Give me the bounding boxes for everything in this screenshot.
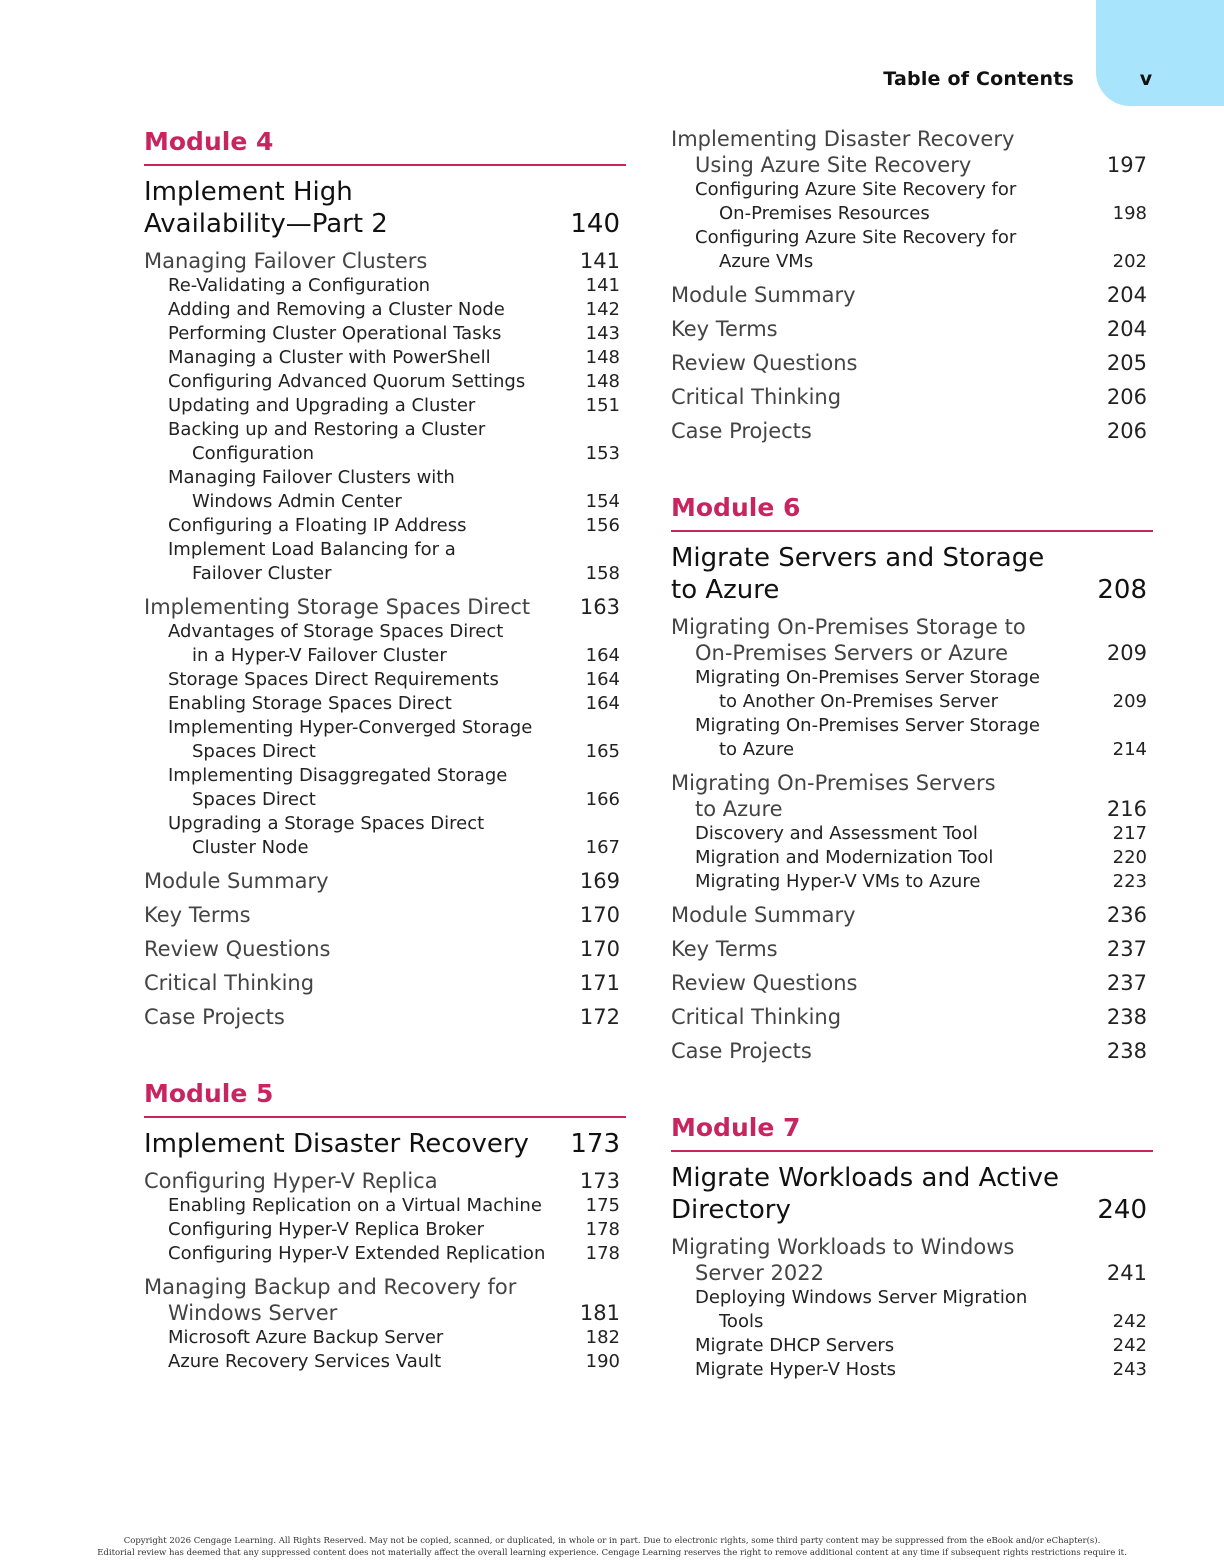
toc-entry-sub[interactable] <box>144 370 626 394</box>
module-7-block <box>671 1112 1153 1382</box>
toc-entry-end[interactable] <box>144 970 626 996</box>
toc-entry-text: Migrating Workloads to Windows Server 2022 <box>671 1235 1015 1285</box>
toc-entries <box>144 248 626 1030</box>
toc-entry-end[interactable] <box>671 282 1153 308</box>
toc-entry-text: Migrating On-Premises Server Storage to Azure <box>695 715 1040 760</box>
toc-entry-sub[interactable] <box>671 1286 1153 1334</box>
toc-entry-page: 214 <box>1112 739 1147 760</box>
module-4-block <box>144 126 626 1030</box>
toc-entry-text: Backing up and Restoring a Cluster Configuration <box>168 419 486 464</box>
toc-entry-text: Migrate DHCP Servers <box>695 1335 895 1356</box>
toc-entry-page: 148 <box>585 371 620 392</box>
toc-entry-page: 154 <box>585 491 620 512</box>
module-label: Module 4 <box>144 126 626 166</box>
toc-entry-end[interactable] <box>671 316 1153 342</box>
toc-entry-end[interactable] <box>671 1038 1153 1064</box>
toc-entry-page: 241 <box>1106 1261 1147 1285</box>
toc-entry-sub[interactable] <box>671 226 1153 274</box>
toc-entry-page: 164 <box>585 693 620 714</box>
toc-entry-section[interactable] <box>144 1274 626 1326</box>
toc-entry-sub[interactable] <box>144 322 626 346</box>
toc-entry-text: Module Summary <box>671 903 856 927</box>
toc-entry-sub[interactable] <box>671 846 1153 870</box>
toc-entry-sub[interactable] <box>144 764 626 812</box>
toc-entry-sub[interactable] <box>144 538 626 586</box>
toc-entry-page: 242 <box>1112 1311 1147 1332</box>
module-title: Implement High Availability—Part 2 <box>144 177 388 239</box>
toc-entry-text: Module Summary <box>671 283 856 307</box>
toc-entry-page: 178 <box>585 1243 620 1264</box>
toc-entry-text: Migrating On-Premises Storage to On-Premises Servers or Azure <box>671 615 1026 665</box>
toc-entry-page: 166 <box>585 789 620 810</box>
toc-entry-text: Deploying Windows Server Migration Tools <box>695 1287 1028 1332</box>
toc-entry-section[interactable] <box>144 594 626 620</box>
toc-entry-text: Managing Failover Clusters with Windows Admin Center <box>168 467 455 512</box>
toc-entry-text: Configuring Hyper-V Extended Replication <box>168 1243 546 1264</box>
toc-entry-text: Discovery and Assessment Tool <box>695 823 978 844</box>
toc-entry-text: Key Terms <box>144 903 251 927</box>
copyright-line-2: Editorial review has deemed that any suppressed content does not materially affect the overall learning experience. Cengage Learning reserves the right to remove additional content at any time if subsequent rights restrictions require it. <box>97 1548 1127 1558</box>
running-head: Table of Contents <box>883 68 1074 90</box>
toc-entry-text: Critical Thinking <box>144 971 315 995</box>
toc-entry-sub[interactable] <box>144 1350 626 1374</box>
toc-entry-sub[interactable] <box>144 274 626 298</box>
toc-entry-sub[interactable] <box>671 1334 1153 1358</box>
toc-entry-page: 220 <box>1112 847 1147 868</box>
toc-entry-text: Implement Load Balancing for a Failover Cluster <box>168 539 456 584</box>
toc-entry-sub[interactable] <box>144 620 626 668</box>
toc-entry-page: 205 <box>1106 351 1147 375</box>
toc-entries <box>671 126 1153 444</box>
toc-entry-text: Updating and Upgrading a Cluster <box>168 395 476 416</box>
toc-entry-page: 158 <box>585 563 620 584</box>
toc-entry-page: 141 <box>579 249 620 273</box>
toc-entry-end[interactable] <box>144 936 626 962</box>
toc-entry-text: Configuring Advanced Quorum Settings <box>168 371 526 392</box>
toc-entry-text: Review Questions <box>671 971 858 995</box>
toc-entry-text: Case Projects <box>671 419 812 443</box>
toc-entry-text: Review Questions <box>144 937 331 961</box>
toc-entry-end[interactable] <box>671 350 1153 376</box>
toc-entry-text: Configuring Azure Site Recovery for On-Premises Resources <box>695 179 1017 224</box>
module-5-continued-block <box>671 126 1153 444</box>
toc-entry-sub[interactable] <box>144 1218 626 1242</box>
toc-entry-page: 197 <box>1106 153 1147 177</box>
toc-entry-text: Configuring Hyper-V Replica <box>144 1169 438 1193</box>
toc-entry-page: 172 <box>579 1005 620 1029</box>
toc-entry-text: Critical Thinking <box>671 1005 842 1029</box>
toc-entry-text: Azure Recovery Services Vault <box>168 1351 442 1372</box>
toc-right-column <box>671 126 1153 1430</box>
toc-entry-text: Managing Backup and Recovery for Windows Server <box>144 1275 517 1325</box>
module-title: Migrate Workloads and Active Directory <box>671 1163 1060 1225</box>
toc-entry-page: 181 <box>579 1301 620 1325</box>
toc-entry-page: 242 <box>1112 1335 1147 1356</box>
toc-entry-page: 143 <box>585 323 620 344</box>
toc-entry-text: Implementing Disaggregated Storage Spaces Direct <box>168 765 508 810</box>
toc-entry-page: 238 <box>1106 1039 1147 1063</box>
module-title-page: 208 <box>1097 575 1147 605</box>
toc-entry-text: Key Terms <box>671 937 778 961</box>
toc-entry-sub[interactable] <box>144 812 626 860</box>
toc-entry-text: Storage Spaces Direct Requirements <box>168 669 499 690</box>
toc-left-column <box>144 126 626 1422</box>
toc-entry-sub[interactable] <box>144 668 626 692</box>
toc-entry-text: Configuring Hyper-V Replica Broker <box>168 1219 485 1240</box>
toc-entry-text: Performing Cluster Operational Tasks <box>168 323 502 344</box>
toc-entry-page: 164 <box>585 669 620 690</box>
toc-entry-end[interactable] <box>144 1004 626 1030</box>
toc-entry-text: Re-Validating a Configuration <box>168 275 431 296</box>
toc-entry-text: Case Projects <box>144 1005 285 1029</box>
toc-entry-page: 216 <box>1106 797 1147 821</box>
toc-entry-sub[interactable] <box>144 1194 626 1218</box>
toc-entry-page: 202 <box>1112 251 1147 272</box>
toc-entry-sub[interactable] <box>671 714 1153 762</box>
toc-entry-section[interactable] <box>144 248 626 274</box>
toc-entry-text: Migrating On-Premises Servers to Azure <box>671 771 996 821</box>
toc-entry-sub[interactable] <box>671 1358 1153 1382</box>
toc-entry-sub[interactable] <box>144 716 626 764</box>
toc-entry-page: 217 <box>1112 823 1147 844</box>
module-title-row[interactable] <box>671 1162 1153 1226</box>
toc-entry-sub[interactable] <box>671 870 1153 894</box>
toc-entry-text: Managing Failover Clusters <box>144 249 428 273</box>
toc-entry-text: Implementing Disaster Recovery Using Azure Site Recovery <box>671 127 1015 177</box>
toc-entry-text: Migrating On-Premises Server Storage to Another On-Premises Server <box>695 667 1040 712</box>
toc-entry-page: 204 <box>1106 317 1147 341</box>
toc-entry-page: 190 <box>585 1351 620 1372</box>
toc-entry-page: 178 <box>585 1219 620 1240</box>
toc-entries <box>144 1168 626 1374</box>
copyright-line-1: Copyright 2026 Cengage Learning. All Rights Reserved. May not be copied, scanned, or duplicated, in whole or in part. Due to electronic rights, some third party content may be suppressed from the eBook and/or eChapter(s). <box>123 1536 1101 1546</box>
toc-entry-sub[interactable] <box>144 1326 626 1350</box>
toc-entry-sub[interactable] <box>144 418 626 466</box>
toc-entry-text: Migrate Hyper-V Hosts <box>695 1359 897 1380</box>
toc-entry-page: 223 <box>1112 871 1147 892</box>
toc-entry-page: 142 <box>585 299 620 320</box>
toc-entry-page: 204 <box>1106 283 1147 307</box>
toc-entry-page: 156 <box>585 515 620 536</box>
toc-entry-sub[interactable] <box>671 178 1153 226</box>
toc-entry-end[interactable] <box>671 902 1153 928</box>
module-title-row[interactable] <box>671 542 1153 606</box>
module-title-page: 240 <box>1097 1195 1147 1225</box>
toc-entry-page: 165 <box>585 741 620 762</box>
module-title-page: 140 <box>570 209 620 239</box>
toc-entry-page: 237 <box>1106 971 1147 995</box>
toc-entry-text: Implementing Hyper-Converged Storage Spaces Direct <box>168 717 533 762</box>
toc-entry-page: 206 <box>1106 385 1147 409</box>
toc-entry-page: 141 <box>585 275 620 296</box>
module-title-page: 173 <box>570 1129 620 1159</box>
toc-entry-page: 170 <box>579 937 620 961</box>
toc-entry-page: 209 <box>1112 691 1147 712</box>
toc-entry-text: Configuring a Floating IP Address <box>168 515 467 536</box>
toc-entry-end[interactable] <box>144 868 626 894</box>
toc-entry-text: Migrating Hyper-V VMs to Azure <box>695 871 981 892</box>
toc-entry-text: Review Questions <box>671 351 858 375</box>
toc-entry-sub[interactable] <box>144 514 626 538</box>
toc-entry-text: Module Summary <box>144 869 329 893</box>
toc-entry-sub[interactable] <box>144 346 626 370</box>
toc-entry-sub[interactable] <box>671 822 1153 846</box>
toc-entry-sub[interactable] <box>671 666 1153 714</box>
toc-entry-page: 163 <box>579 595 620 619</box>
toc-entry-page: 173 <box>579 1169 620 1193</box>
module-title-row[interactable] <box>144 176 626 240</box>
module-5-block <box>144 1078 626 1374</box>
toc-entry-page: 209 <box>1106 641 1147 665</box>
toc-entry-page: 238 <box>1106 1005 1147 1029</box>
toc-entry-text: Microsoft Azure Backup Server <box>168 1327 444 1348</box>
module-label: Module 7 <box>671 1112 1153 1152</box>
toc-entry-end[interactable] <box>671 1004 1153 1030</box>
module-title: Implement Disaster Recovery <box>144 1129 529 1159</box>
toc-entry-page: 237 <box>1106 937 1147 961</box>
toc-entry-text: Upgrading a Storage Spaces Direct Cluster Node <box>168 813 485 858</box>
toc-entry-page: 169 <box>579 869 620 893</box>
toc-entry-text: Key Terms <box>671 317 778 341</box>
module-title-row[interactable] <box>144 1128 626 1160</box>
toc-entry-section[interactable] <box>144 1168 626 1194</box>
toc-entry-text: Adding and Removing a Cluster Node <box>168 299 505 320</box>
toc-entry-end[interactable] <box>671 970 1153 996</box>
toc-entry-section[interactable] <box>671 1234 1153 1286</box>
page-number: v <box>1139 68 1153 90</box>
module-label: Module 5 <box>144 1078 626 1118</box>
toc-entry-section[interactable] <box>671 614 1153 666</box>
toc-entry-sub[interactable] <box>144 692 626 716</box>
toc-entry-end[interactable] <box>671 418 1153 444</box>
toc-entry-sub[interactable] <box>144 298 626 322</box>
toc-entry-sub[interactable] <box>144 1242 626 1266</box>
toc-entry-end[interactable] <box>671 936 1153 962</box>
toc-entry-text: Implementing Storage Spaces Direct <box>144 595 531 619</box>
toc-entry-page: 175 <box>585 1195 620 1216</box>
toc-entry-page: 198 <box>1112 203 1147 224</box>
toc-entry-section[interactable] <box>671 126 1153 178</box>
toc-entry-text: Enabling Replication on a Virtual Machine <box>168 1195 542 1216</box>
module-title: Migrate Servers and Storage to Azure <box>671 543 1045 605</box>
toc-entry-text: Migration and Modernization Tool <box>695 847 994 868</box>
toc-entry-page: 206 <box>1106 419 1147 443</box>
toc-entries <box>671 614 1153 1064</box>
copyright-footer <box>0 1535 1224 1559</box>
toc-entry-sub[interactable] <box>144 394 626 418</box>
toc-entry-page: 148 <box>585 347 620 368</box>
toc-entry-page: 236 <box>1106 903 1147 927</box>
toc-entry-page: 153 <box>585 443 620 464</box>
toc-entry-page: 164 <box>585 645 620 666</box>
page-tab-decoration <box>1096 0 1224 106</box>
module-label: Module 6 <box>671 492 1153 532</box>
toc-entry-page: 182 <box>585 1327 620 1348</box>
toc-entry-section[interactable] <box>671 770 1153 822</box>
toc-entry-page: 167 <box>585 837 620 858</box>
toc-entry-end[interactable] <box>144 902 626 928</box>
toc-entry-text: Case Projects <box>671 1039 812 1063</box>
toc-entry-text: Advantages of Storage Spaces Direct in a Hyper-V Failover Cluster <box>168 621 504 666</box>
module-6-block <box>671 492 1153 1064</box>
toc-entry-text: Configuring Azure Site Recovery for Azure VMs <box>695 227 1017 272</box>
toc-entry-text: Enabling Storage Spaces Direct <box>168 693 452 714</box>
toc-entry-page: 243 <box>1112 1359 1147 1380</box>
toc-entry-page: 171 <box>579 971 620 995</box>
toc-entry-end[interactable] <box>671 384 1153 410</box>
toc-entries <box>671 1234 1153 1382</box>
toc-entry-page: 170 <box>579 903 620 927</box>
toc-entry-page: 151 <box>585 395 620 416</box>
toc-entry-sub[interactable] <box>144 466 626 514</box>
toc-entry-text: Critical Thinking <box>671 385 842 409</box>
toc-entry-text: Managing a Cluster with PowerShell <box>168 347 491 368</box>
